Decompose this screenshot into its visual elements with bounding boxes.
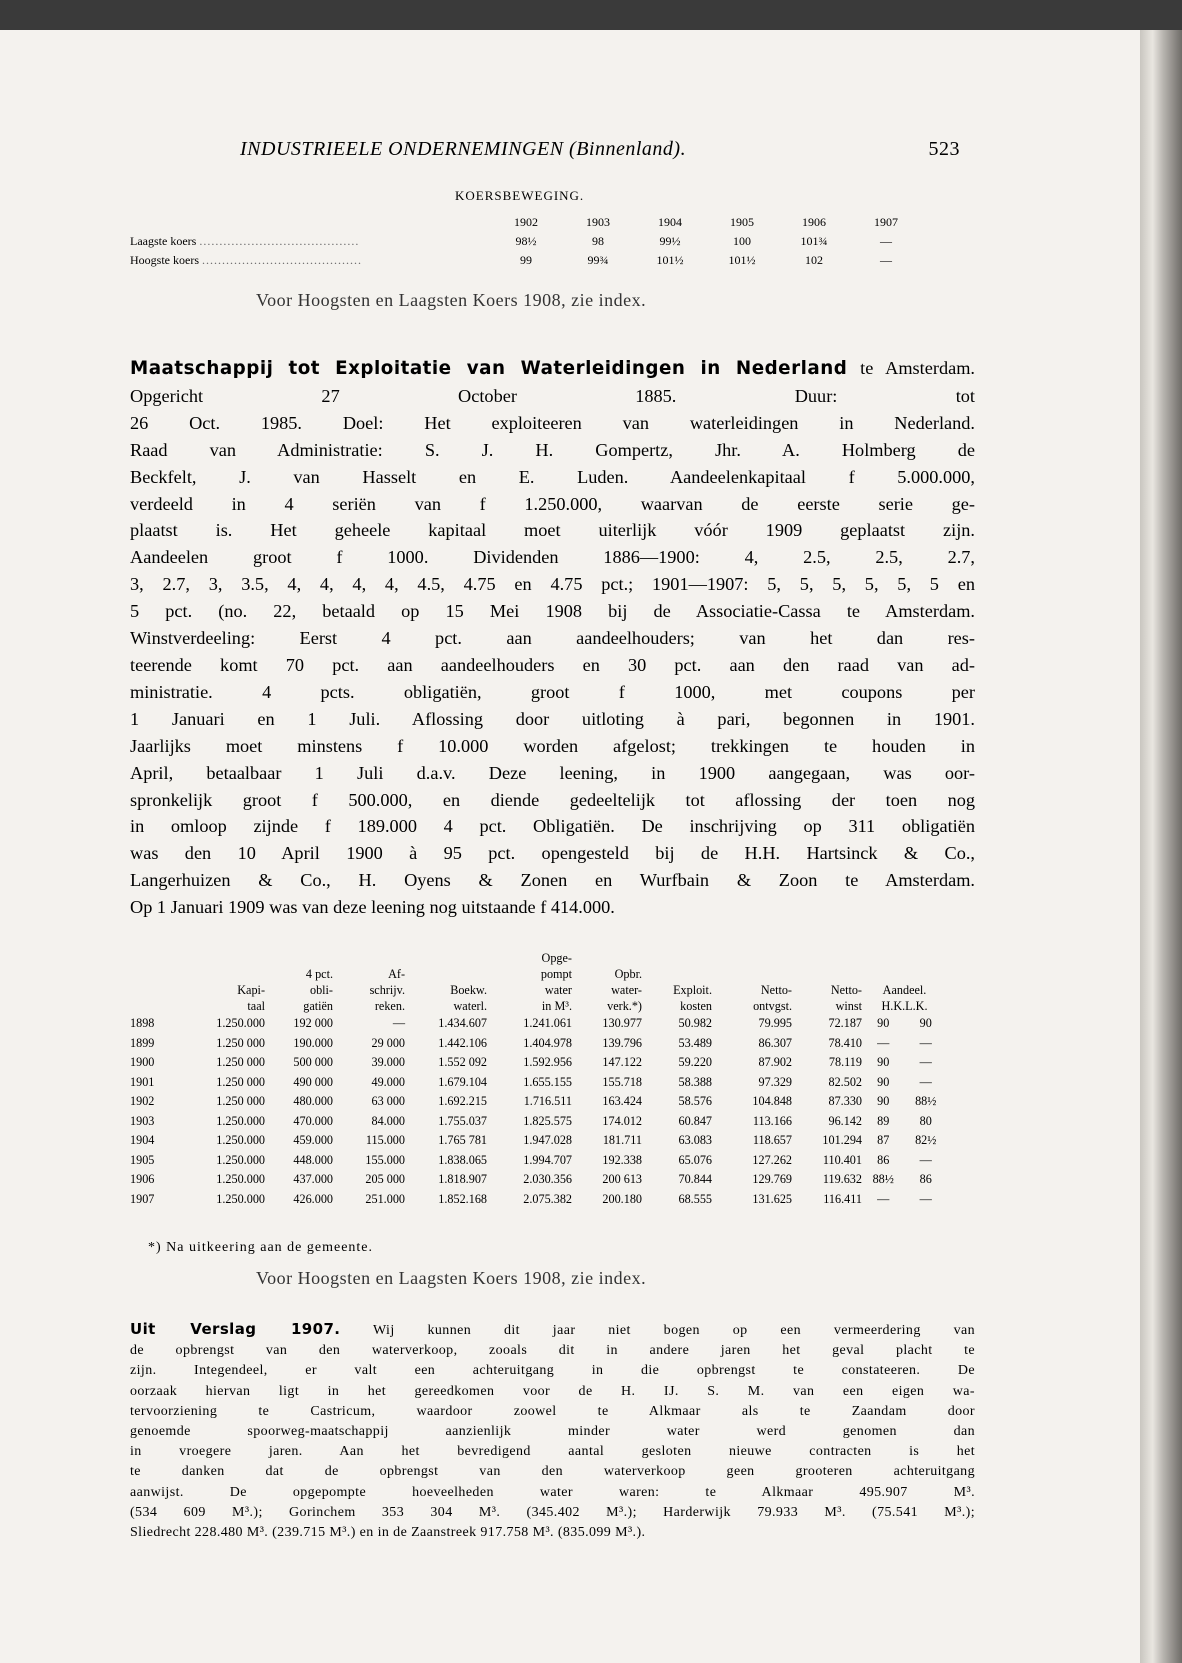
cell-opbrengst: 181.711 — [602, 1133, 642, 1148]
cell-opgepompt: 1.994.707 — [523, 1152, 572, 1167]
cell-aandeel-hk: 90 — [877, 1016, 890, 1031]
koers-value: — — [880, 253, 892, 267]
cell-opgepompt: 1.947.028 — [523, 1133, 572, 1148]
table-row — [130, 1053, 947, 1073]
company-line: 26 Oct. 1985. Doel: Het exploiteeren van waterleidingen in Nederland. — [130, 412, 975, 433]
koers-row-laagste — [130, 232, 922, 251]
header-title: INDUSTRIEELE ONDERNEMINGEN (Binnenland). — [240, 138, 687, 160]
cell-afschrijving: 29 000 — [371, 1035, 405, 1050]
cell-opbrengst: 139.796 — [602, 1035, 642, 1050]
cell-exploit: 58.576 — [678, 1094, 712, 1109]
cell-netto-winst: 87.330 — [828, 1094, 862, 1109]
financial-table — [130, 950, 947, 1209]
cell-opbrengst: 192.338 — [602, 1152, 642, 1167]
cell-opbrengst: 200.180 — [602, 1191, 642, 1206]
cell-aandeel-lk: 90 — [919, 1016, 932, 1031]
cell-boekwaarde: 1.434.607 — [438, 1016, 487, 1031]
cell-boekwaarde: 1.755.037 — [438, 1113, 487, 1128]
cell-netto-winst: 110.401 — [822, 1152, 862, 1167]
koers-value: 98 — [592, 234, 604, 248]
cell-boekwaarde: 1.552 092 — [438, 1055, 487, 1070]
company-line: verdeeld in 4 seriën van f 1.250.000, waarvan de eerste serie ge- — [130, 493, 975, 514]
col-header-opgepompt: Opge- pompt water in M³. — [540, 951, 572, 1013]
cell-opgepompt: 2.075.382 — [523, 1191, 572, 1206]
cell-aandeel-lk: 88½ — [915, 1094, 937, 1109]
cell-netto-winst: 96.142 — [828, 1113, 862, 1128]
cell-row-year: 1905 — [130, 1152, 155, 1167]
cell-aandeel-lk: 80 — [919, 1113, 932, 1128]
verslag-line-text: Wij kunnen dit jaar niet bogen op een vermeerdering van — [373, 1323, 975, 1338]
cell-opbrengst: 174.012 — [602, 1113, 642, 1128]
col-header-afschrijving: Af- schrijv. reken. — [369, 967, 405, 1013]
cell-kapitaal: 1.250.000 — [216, 1152, 265, 1167]
company-line: teerende komt 70 pct. aan aandeelhouders en 30 pct. aan den raad van ad- — [130, 654, 975, 675]
verslag-line-1 — [130, 1319, 975, 1341]
cell-netto-winst: 78.119 — [828, 1055, 862, 1070]
cell-kapitaal: 1.250 000 — [216, 1035, 265, 1050]
cell-opbrengst: 200 613 — [602, 1172, 642, 1187]
cell-row-year: 1900 — [130, 1055, 155, 1070]
cell-netto-ontvangst: 131.625 — [752, 1191, 792, 1206]
cell-obligatien: 480.000 — [293, 1094, 333, 1109]
cell-kapitaal: 1.250.000 — [216, 1133, 265, 1148]
cell-kapitaal: 1.250.000 — [216, 1113, 265, 1128]
cell-netto-ontvangst: 86.307 — [758, 1035, 792, 1050]
company-line: plaatst is. Het geheele kapitaal moet uiterlijk vóór 1909 geplaatst zijn. — [130, 520, 975, 541]
table-row — [130, 1092, 947, 1112]
cell-kapitaal: 1.250.000 — [216, 1172, 265, 1187]
cell-row-year: 1899 — [130, 1035, 155, 1050]
col-header-exploit: Exploit. kosten — [673, 983, 712, 1013]
cell-obligatien: 490 000 — [293, 1074, 333, 1089]
koers-value: 101½ — [728, 253, 756, 267]
cell-exploit: 60.847 — [678, 1113, 712, 1128]
cell-aandeel-lk: — — [919, 1055, 932, 1070]
koers-value: 102 — [805, 253, 823, 267]
cell-boekwaarde: 1.679.104 — [438, 1074, 487, 1089]
cell-boekwaarde: 1.442.106 — [438, 1035, 487, 1050]
cell-row-year: 1906 — [130, 1172, 155, 1187]
cell-netto-ontvangst: 129.769 — [752, 1172, 792, 1187]
cell-netto-winst: 78.410 — [828, 1035, 862, 1050]
cell-netto-winst: 82.502 — [828, 1074, 862, 1089]
cell-opgepompt: 1.592.956 — [523, 1055, 572, 1070]
verslag-line: Sliedrecht 228.480 M³. (239.715 M³.) en in de Zaanstreek 917.758 M³. (835.099 M³.). — [130, 1525, 646, 1541]
cell-netto-ontvangst: 127.262 — [752, 1152, 792, 1167]
cell-netto-ontvangst: 97.329 — [758, 1074, 792, 1089]
cell-aandeel-hk: 90 — [877, 1074, 890, 1089]
cell-kapitaal: 1.250 000 — [216, 1074, 265, 1089]
cell-boekwaarde: 1.692.215 — [438, 1094, 487, 1109]
koers-year: 1905 — [730, 215, 754, 229]
cell-afschrijving: 84.000 — [371, 1113, 405, 1128]
koers-label: Hoogste koers — [130, 253, 199, 267]
cell-kapitaal: 1.250.000 — [216, 1191, 265, 1206]
cell-obligatien: 190.000 — [293, 1035, 333, 1050]
col-header-boekwaarde: Boekw. waterl. — [450, 983, 487, 1013]
company-line: Beckfelt, J. van Hasselt en E. Luden. Aandeelenkapitaal f 5.000.000, — [130, 466, 975, 487]
leader-dots: ........................................ — [199, 234, 360, 248]
table-row — [130, 1014, 947, 1034]
cell-boekwaarde: 1.852.168 — [438, 1191, 487, 1206]
table-row — [130, 1190, 947, 1210]
running-head — [240, 138, 960, 168]
cell-aandeel-lk: — — [919, 1152, 932, 1167]
company-line: 5 pct. (no. 22, betaald op 15 Mei 1908 bij de Associatie-Cassa te Amsterdam. — [130, 601, 975, 622]
company-line: Aandeelen groot f 1000. Dividenden 1886—1900: 4, 2.5, 2.5, 2.7, — [130, 547, 975, 568]
company-line: Winstverdeeling: Eerst 4 pct. aan aandeelhouders; van het dan res- — [130, 628, 975, 649]
col-header-opbrengst: Opbr. water- verk.*) — [607, 967, 642, 1013]
cell-exploit: 70.844 — [678, 1172, 712, 1187]
koers-value: 100 — [733, 234, 751, 248]
verslag-line: aanwijst. De opgepompte hoeveelheden water waren: te Alkmaar 495.907 M³. — [130, 1484, 975, 1500]
cell-boekwaarde: 1.818.907 — [438, 1172, 487, 1187]
cell-boekwaarde: 1.765 781 — [438, 1133, 487, 1148]
cell-obligatien: 437.000 — [293, 1172, 333, 1187]
verslag-heading: Uit Verslag 1907. — [130, 1320, 341, 1338]
cell-aandeel-lk: 86 — [919, 1172, 932, 1187]
cell-afschrijving: 205 000 — [365, 1172, 405, 1187]
cell-netto-ontvangst: 104.848 — [752, 1094, 792, 1109]
koers-year: 1904 — [658, 215, 682, 229]
financial-table-body — [130, 1014, 947, 1209]
col-header-obligatien: 4 pct. obli- gatiën — [303, 967, 333, 1013]
cell-aandeel-hk: — — [877, 1035, 890, 1050]
company-line: spronkelijk groot f 500.000, en diende gedeeltelijk tot aflossing der toen nog — [130, 789, 975, 810]
cell-afschrijving: — — [392, 1016, 405, 1031]
cell-obligatien: 448.000 — [293, 1152, 333, 1167]
koers-row-hoogste — [130, 251, 922, 270]
table-row — [130, 1170, 947, 1190]
cell-netto-ontvangst: 118.657 — [752, 1133, 792, 1148]
koers-year: 1907 — [874, 215, 898, 229]
cell-exploit: 68.555 — [678, 1191, 712, 1206]
cell-aandeel-hk: 88½ — [872, 1172, 894, 1187]
verslag-line: te danken dat de opbrengst van den waterverkoop geen grooteren achteruitgang — [130, 1464, 975, 1480]
cell-row-year: 1901 — [130, 1074, 155, 1089]
koers-value: — — [880, 234, 892, 248]
cell-opbrengst: 147.122 — [602, 1055, 642, 1070]
cell-opgepompt: 1.655.155 — [523, 1074, 572, 1089]
koers-note-2: Voor Hoogsten en Laagsten Koers 1908, zie index. — [256, 1268, 647, 1288]
cell-afschrijving: 251.000 — [365, 1191, 405, 1206]
cell-exploit: 58.388 — [678, 1074, 712, 1089]
cell-opgepompt: 1.404.978 — [523, 1035, 572, 1050]
company-line: ministratie. 4 pcts. obligatiën, groot f 1000, met coupons per — [130, 681, 975, 702]
cell-row-year: 1898 — [130, 1016, 155, 1031]
company-line-1 — [130, 355, 975, 410]
cell-opbrengst: 163.424 — [602, 1094, 642, 1109]
company-line: Jaarlijks moet minstens f 10.000 worden afgelost; trekkingen te houden in — [130, 735, 975, 756]
cell-aandeel-lk: 82½ — [915, 1133, 937, 1148]
verslag-line: (534 609 M³.); Gorinchem 353 304 M³. (345.402 M³.); Harderwijk 79.933 M³. (75.541 M³.); — [130, 1504, 975, 1520]
cell-afschrijving: 39.000 — [371, 1055, 405, 1070]
cell-opgepompt: 1.241.061 — [523, 1016, 572, 1031]
cell-exploit: 50.982 — [678, 1016, 712, 1031]
cell-aandeel-lk: — — [919, 1074, 932, 1089]
table-footnote: *) Na uitkeering aan de gemeente. — [148, 1240, 374, 1255]
koers-year: 1903 — [586, 215, 610, 229]
company-line-text: te Amsterdam. Opgericht 27 October 1885. Duur: tot — [130, 358, 975, 406]
company-description — [130, 355, 975, 921]
col-header-netto-winst: Netto- winst — [830, 983, 862, 1013]
koers-value: 101¾ — [800, 234, 828, 248]
table-row — [130, 1112, 947, 1132]
koers-table — [130, 213, 922, 270]
company-line: Raad van Administratie: S. J. H. Gompertz, Jhr. A. Holmberg de — [130, 439, 975, 460]
koers-value: 99¾ — [587, 253, 609, 267]
cell-obligatien: 426.000 — [293, 1191, 333, 1206]
koers-value: 99½ — [659, 234, 681, 248]
table-row — [130, 1131, 947, 1151]
cell-row-year: 1902 — [130, 1094, 155, 1109]
company-line: Op 1 Januari 1909 was van deze leening nog uitstaande f 414.000. — [130, 897, 615, 918]
cell-row-year: 1903 — [130, 1113, 155, 1128]
cell-obligatien: 192 000 — [293, 1016, 333, 1031]
koers-note: Voor Hoogsten en Laagsten Koers 1908, zie index. — [256, 290, 647, 310]
cell-row-year: 1904 — [130, 1133, 155, 1148]
koers-value: 98½ — [515, 234, 537, 248]
cell-kapitaal: 1.250 000 — [216, 1094, 265, 1109]
company-line: 1 Januari en 1 Juli. Aflossing door uitloting à pari, begonnen in 1901. — [130, 708, 975, 729]
cell-exploit: 59.220 — [678, 1055, 712, 1070]
cell-afschrijving: 155.000 — [365, 1152, 405, 1167]
cell-afschrijving: 63 000 — [371, 1094, 405, 1109]
company-line: 3, 2.7, 3, 3.5, 4, 4, 4, 4, 4.5, 4.75 en 4.75 pct.; 1901—1907: 5, 5, 5, 5, 5, 5 en — [130, 574, 975, 595]
page-edge — [1140, 30, 1182, 1663]
koers-title: KOERSBEWEGING. — [455, 188, 585, 203]
leader-dots: ........................................ — [202, 253, 362, 267]
col-header-netto-ontvangst: Netto- ontvgst. — [753, 983, 792, 1013]
col-header-kapitaal: Kapi- taal — [237, 983, 265, 1013]
verslag-line: oorzaak hiervan ligt in het gereedkomen voor de H. IJ. S. M. van een eigen wa- — [130, 1383, 975, 1399]
cell-obligatien: 500 000 — [293, 1055, 333, 1070]
cell-obligatien: 459.000 — [293, 1133, 333, 1148]
cell-netto-ontvangst: 87.902 — [758, 1055, 792, 1070]
koers-value: 101½ — [656, 253, 684, 267]
cell-aandeel-lk: — — [919, 1191, 932, 1206]
cell-opgepompt: 1.825.575 — [523, 1113, 572, 1128]
cell-exploit: 65.076 — [678, 1152, 712, 1167]
cell-aandeel-hk: 90 — [877, 1094, 890, 1109]
verslag-line: zijn. Integendeel, er valt een achteruitgang in die opbrengst te constateeren. De — [130, 1363, 975, 1379]
cell-aandeel-hk: 89 — [877, 1113, 890, 1128]
col-header-aandeel: Aandeel. H.K.L.K. — [881, 983, 928, 1013]
verslag-line: genoemde spoorweg-maatschappij aanzienlijk minder water werd genomen dan — [130, 1424, 975, 1440]
company-line: in omloop zijnde f 189.000 4 pct. Obligatiën. De inschrijving op 311 obligatiën — [130, 816, 975, 837]
table-row — [130, 1034, 947, 1054]
cell-opgepompt: 2.030.356 — [523, 1172, 572, 1187]
verslag-line: in vroegere jaren. Aan het bevredigend aantal gesloten nieuwe contracten is het — [130, 1444, 975, 1460]
cell-row-year: 1907 — [130, 1191, 155, 1206]
cell-opbrengst: 130.977 — [602, 1016, 642, 1031]
cell-exploit: 53.489 — [678, 1035, 712, 1050]
cell-boekwaarde: 1.838.065 — [438, 1152, 487, 1167]
cell-aandeel-hk: — — [877, 1191, 890, 1206]
cell-netto-winst: 101.294 — [822, 1133, 862, 1148]
cell-aandeel-hk: 90 — [877, 1055, 890, 1070]
cell-exploit: 63.083 — [678, 1133, 712, 1148]
company-line: April, betaalbaar 1 Juli d.a.v. Deze leening, in 1900 aangegaan, was oor- — [130, 762, 975, 783]
verslag-paragraph — [130, 1319, 975, 1543]
cell-aandeel-hk: 86 — [877, 1152, 890, 1167]
page-number: 523 — [928, 138, 960, 160]
cell-aandeel-lk: — — [919, 1035, 932, 1050]
cell-aandeel-hk: 87 — [877, 1133, 890, 1148]
cell-netto-winst: 72.187 — [828, 1016, 862, 1031]
koers-years-row — [130, 213, 922, 232]
cell-netto-winst: 116.411 — [823, 1191, 862, 1206]
col-header-year — [130, 950, 185, 1014]
cell-kapitaal: 1.250 000 — [216, 1055, 265, 1070]
cell-opgepompt: 1.716.511 — [523, 1094, 572, 1109]
table-row — [130, 1073, 947, 1093]
cell-afschrijving: 49.000 — [371, 1074, 405, 1089]
company-line: Langerhuizen & Co., H. Oyens & Zonen en Wurfbain & Zoon te Amsterdam. — [130, 870, 975, 891]
cell-netto-ontvangst: 113.166 — [752, 1113, 792, 1128]
verslag-line: tervoorziening te Castricum, waardoor zoowel te Alkmaar als te Zaandam door — [130, 1403, 975, 1419]
koers-year: 1902 — [514, 215, 538, 229]
koers-label: Laagste koers — [130, 234, 197, 248]
cell-netto-winst: 119.632 — [822, 1172, 862, 1187]
koers-year: 1906 — [802, 215, 826, 229]
cell-kapitaal: 1.250.000 — [216, 1016, 265, 1031]
cell-opbrengst: 155.718 — [602, 1074, 642, 1089]
koers-value: 99 — [520, 253, 532, 267]
company-name: Maatschappij tot Exploitatie van Waterleidingen in Nederland — [130, 358, 848, 379]
cell-obligatien: 470.000 — [293, 1113, 333, 1128]
cell-afschrijving: 115.000 — [365, 1133, 405, 1148]
cell-netto-ontvangst: 79.995 — [758, 1016, 792, 1031]
verslag-line: de opbrengst van den waterverkoop, zooals dit in andere jaren het geval placht te — [130, 1343, 975, 1359]
table-row — [130, 1151, 947, 1171]
company-line: was den 10 April 1900 à 95 pct. opengesteld bij de H.H. Hartsinck & Co., — [130, 843, 975, 864]
financial-header-row — [130, 950, 947, 1014]
